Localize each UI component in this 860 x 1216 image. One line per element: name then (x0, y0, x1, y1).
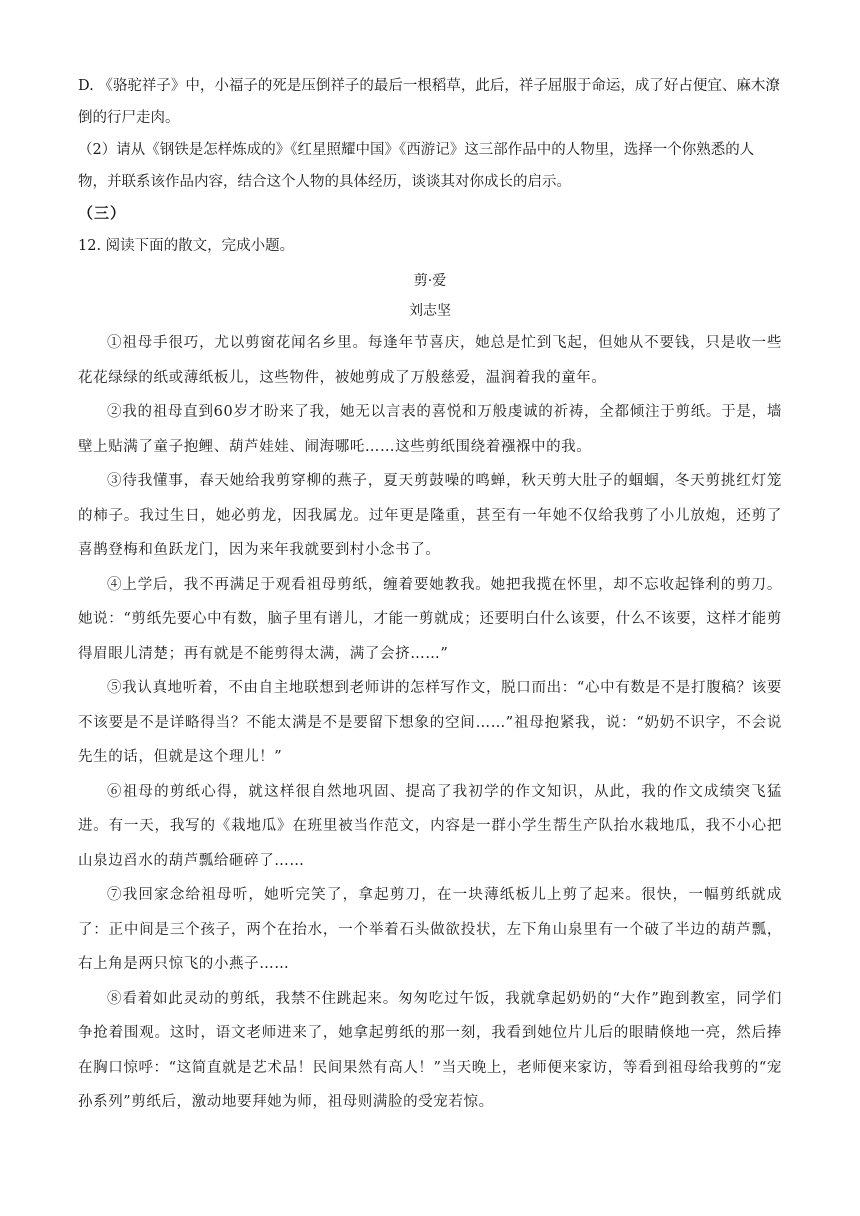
option-d-text: D. 《骆驼祥子》中，小福子的死是压倒祥子的最后一根稻草，此后，祥子屈服于命运，成了好占便宜、麻木潦倒的行尸走肉。 (78, 78, 780, 126)
question-12-text: 12. 阅读下面的散文，完成小题。 (78, 238, 295, 254)
essay-paragraph-1: ①祖母手很巧，尤以剪窗花闻名乡里。每逢年节喜庆，她总是忙到飞起，但她从不要钱，只是收一些花花绿绿的纸或薄纸板儿，这些物件，被她剪成了万般慈爱，温润着我的童年。 (78, 335, 782, 386)
essay-author: 刘志坚 (409, 303, 451, 319)
essay-paragraph-5: ⑤我认真地听着，不由自主地联想到老师讲的怎样写作文，脱口而出：“心中有数是不是打腹稿？该要不该要是不是详略得当？不能太满是不是要留下想象的空间……”祖母抱紧我，说：“奶奶不识字，不会说先生的话，但就是这个理儿！” (78, 680, 782, 765)
essay-paragraph-7: ⑦我回家念给祖母听，她听完笑了，拿起剪刀，在一块薄纸板儿上剪了起来。很快，一幅剪纸就成了：正中间是三个孩子，两个在抬水，一个举着石头做欲投状，左下角山泉里有一个破了半边的葫芦瓢，右上角是两只惊飞的小燕子…… (78, 887, 782, 972)
essay-paragraph-4: ④上学后，我不再满足于观看祖母剪纸，缠着要她教我。她把我揽在怀里，却不忘收起锋利的剪刀。她说：“剪纸先要心中有数，脑子里有谱儿，才能一剪就成；还要明白什么该要，什么不该要，这样才能剪得眉眼儿清楚；再有就是不能剪得太满，满了会挤……” (78, 576, 782, 662)
essay-paragraph-6: ⑥祖母的剪纸心得，就这样很自然地巩固、提高了我初学的作文知识，从此，我的作文成绩突飞猛进。有一天，我写的《栽地瓜》在班里被当作范文，内容是一群小学生帮生产队抬水栽地瓜，我不小心把山泉边舀水的葫芦瓢给砸碎了…… (78, 783, 782, 869)
section-three-heading: （三） (78, 204, 127, 222)
essay-heading (78, 266, 782, 326)
essay-paragraph-3: ③待我懂事，春天她给我剪穿柳的燕子，夏天剪鼓噪的鸣蝉，秋天剪大肚子的蝈蝈，冬天剪挑红灯笼的柿子。我过生日，她必剪龙，因我属龙。过年更是隆重，甚至有一年她不仅给我剪了小儿放炮，还剪了喜鹊登梅和鱼跃龙门，因为来年我就要到村小念书了。 (78, 473, 782, 558)
essay-body (78, 326, 782, 1120)
essay-paragraph-2: ②我的祖母直到60岁才盼来了我，她无以言表的喜悦和万般虔诚的祈祷，全都倾注于剪纸。于是，墙壁上贴满了童子抱鲤、葫芦娃娃、闹海哪吒……这些剪纸围绕着襁褓中的我。 (78, 404, 782, 455)
question-2-text: （2）请从《钢铁是怎样炼成的》《红星照耀中国》《西游记》这三部作品中的人物里，选择一个你熟悉的人物，并联系该作品内容，结合这个人物的具体经历，谈谈其对你成长的启示。 (78, 142, 755, 190)
essay-title: 剪·爱 (413, 273, 447, 289)
essay-paragraph-8: ⑧看着如此灵动的剪纸，我禁不住跳起来。匆匆吃过午饭，我就拿起奶奶的“大作”跑到教室，同学们争抢着围观。这时，语文老师进来了，她拿起剪纸的那一刻，我看到她位片儿后的眼睛倏地一亮，然后捧在胸口惊呼：“这简直就是艺术品！民间果然有高人！”当天晚上，老师便来家访，等看到祖母给我剪的“宠孙系列”剪纸后，激动地要拜她为师，祖母则满脸的受宠若惊。 (78, 990, 782, 1110)
